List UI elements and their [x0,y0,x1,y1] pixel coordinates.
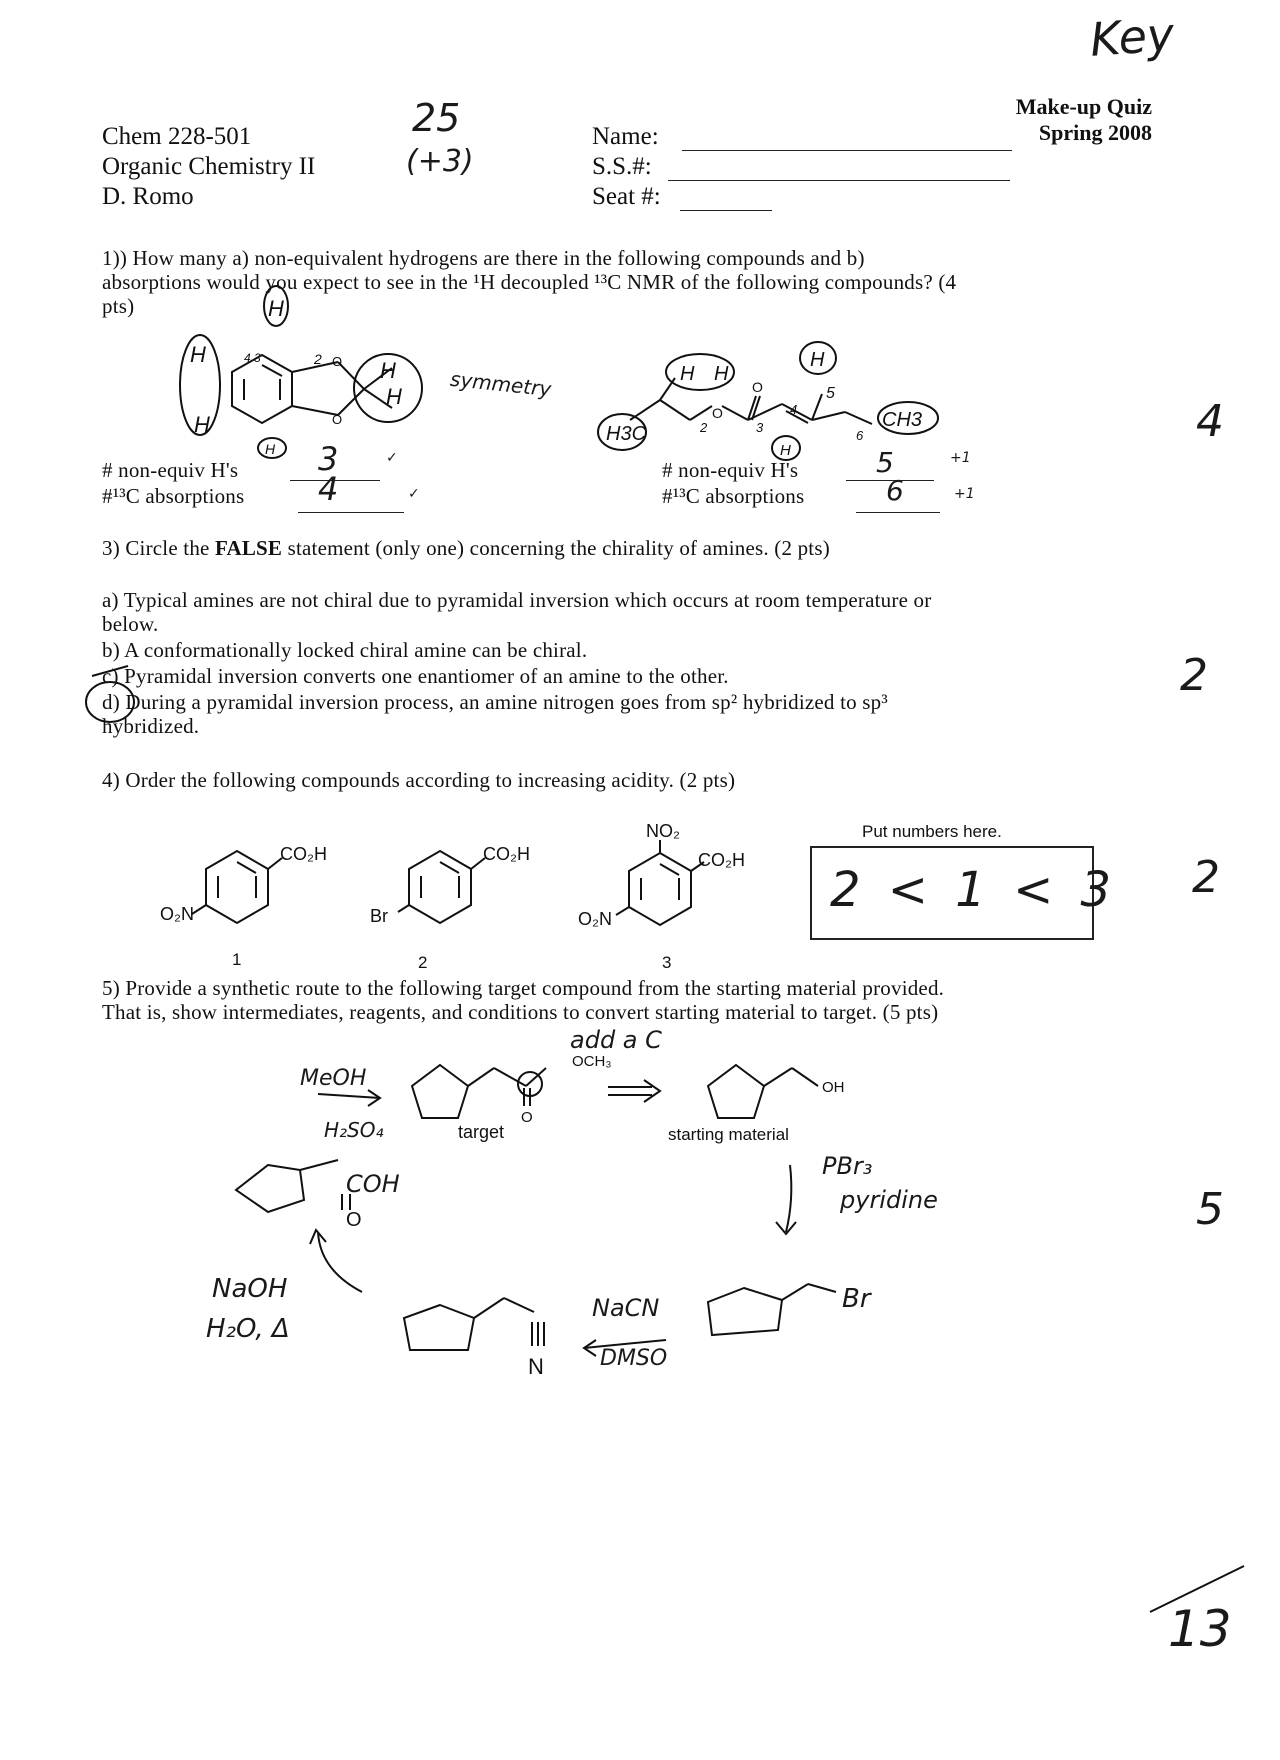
h3c-label: H3C [606,423,647,445]
q5-prompt-line2: That is, show intermediates, reagents, and conditions to convert starting material to target. (5 pts) [102,1000,939,1024]
q1-c2-mark1: +1 [950,450,971,466]
ss-label: S.S.#: [592,153,652,180]
q1-c1-mark2: ✓ [408,486,420,502]
q1-prompt-line3: pts) [102,294,135,318]
q4-answer: 2 < 1 < 3 [830,862,1118,918]
q3-score: 2 [1180,650,1208,701]
q1-c1-c13-answer: 4 [318,470,339,508]
o-atom-3: O [752,379,763,395]
o-atom-2: O [332,412,343,427]
q1-c1-nonequiv-answer: 3 [318,440,339,478]
h-label-10: H [780,442,791,459]
start-oh: OH [822,1079,845,1096]
naoh-label: NaOH [212,1274,288,1304]
add-c-note: add a C [570,1026,662,1054]
instructor: D. Romo [102,183,194,210]
course-name: Organic Chemistry II [102,153,316,180]
num-label-2: 2 [314,351,322,367]
compound-1-substituent: O₂N [160,904,194,924]
q4-score: 2 [1192,852,1220,903]
name-label: Name: [592,123,659,150]
q1-prompt-line1: 1)) How many a) non-equivalent hydrogens are there in the following compounds and b) [102,246,865,270]
q3-option-d-line2[interactable]: hybridized. [102,714,200,738]
nitrile-n: N [528,1354,544,1379]
acid-o: O [346,1209,362,1231]
h-label-4: H [380,358,396,383]
compound-3-substituent: O₂N [578,909,612,929]
q1-c2-nonequiv-answer: 5 [876,446,894,479]
h-label-9: H [810,349,825,371]
num-label-1: 4 3 [244,351,261,365]
num-label-4: 4 [790,402,798,417]
num-label-6: 6 [856,428,864,443]
num-label-3: 3 [756,420,764,435]
target-carbonyl-o: O [521,1109,533,1126]
h-label-7: H [680,363,695,385]
q3-option-b[interactable]: b) A conformationally locked chiral amine can be chiral. [102,638,588,662]
num-label-5: 5 [826,385,835,402]
compound-3-number: 3 [662,953,672,972]
nacn-label: NaCN [592,1294,660,1322]
symmetry-note: symmetry [449,366,553,402]
q3-prompt-pre: 3) Circle the [102,536,216,560]
q3-prompt-bold: FALSE [215,536,283,560]
q1-c1-c13-label: #¹³C absorptions [102,484,245,508]
acid-label: COH [346,1170,400,1198]
h-label-5: H [386,384,402,409]
h-label-6: H [265,441,276,457]
compound-3-acid: CO₂H [698,850,745,870]
q5-score: 5 [1196,1184,1224,1235]
q1-c2-c13-label: #¹³C absorptions [662,484,805,508]
q5-prompt-line1: 5) Provide a synthetic route to the following target compound from the starting material provided. [102,976,945,1000]
q1-prompt-line2: absorptions would you expect to see in the ¹H decoupled ¹³C NMR of the following compounds? (4 [102,270,957,294]
pbr3-label: PBr₃ [822,1152,873,1180]
q1-c1-nonequiv-label: # non-equiv H's [102,458,239,482]
q3-option-a-line2[interactable]: below. [102,612,159,636]
pyridine-label: pyridine [840,1186,938,1214]
num-label-z: 2 [700,420,708,435]
q1-c2-mark2: +1 [954,486,975,502]
compound-2-acid: CO₂H [483,844,530,864]
compound-2-number: 2 [418,953,428,972]
seat-label: Seat #: [592,183,661,210]
h2so4-label: H₂SO₄ [324,1118,384,1142]
course-code: Chem 228-501 [102,123,252,150]
q3-option-a-line1[interactable]: a) Typical amines are not chiral due to pyramidal inversion which occurs at room temperature or [102,588,932,612]
put-numbers-label: Put numbers here. [862,822,1002,841]
q1-c1-mark1: ✓ [386,450,398,466]
q4-prompt: 4) Order the following compounds according to increasing acidity. (2 pts) [102,768,736,792]
q1-c2-nonequiv-label: # non-equiv H's [662,458,799,482]
bonus-score: (+3) [406,144,474,179]
q1-score: 4 [1196,396,1224,447]
dmso-label: DMSO [600,1346,668,1371]
quiz-term: Spring 2008 [1038,120,1152,145]
compound-3-nitro: NO₂ [646,821,680,841]
bromide-label: Br [842,1284,871,1314]
key-mark: Key [1088,7,1176,67]
target-och3: OCH₃ [572,1053,612,1070]
h2o-heat-label: H₂O, Δ [206,1314,290,1344]
total-score: 25 [412,96,461,140]
h-label-3: H [268,296,284,321]
ch3-label: CH3 [882,409,923,431]
compound-1-acid: CO₂H [280,844,327,864]
o-atom-1: O [332,354,343,369]
h-label-2: H [194,412,210,437]
meoh-label: MeOH [300,1066,367,1091]
start-label: starting material [668,1125,789,1144]
compound-1-number: 1 [232,950,242,969]
target-label: target [458,1122,505,1142]
h-label-1: H [190,342,206,367]
quiz-title: Make-up Quiz [1015,94,1152,119]
total-score-final: 13 [1168,1600,1232,1658]
q3-option-d-line1[interactable]: d) During a pyramidal inversion process, an amine nitrogen goes from sp² hybridized to sp³ [102,690,888,714]
q1-c2-c13-answer: 6 [886,474,904,507]
q3-prompt-post: statement (only one) concerning the chirality of amines. (2 pts) [282,536,830,560]
h-label-8: H [714,363,729,385]
q3-option-c[interactable]: c) Pyramidal inversion converts one enantiomer of an amine to the other. [102,664,729,688]
o-atom-4: O [712,405,723,421]
compound-2-substituent: Br [370,906,388,926]
